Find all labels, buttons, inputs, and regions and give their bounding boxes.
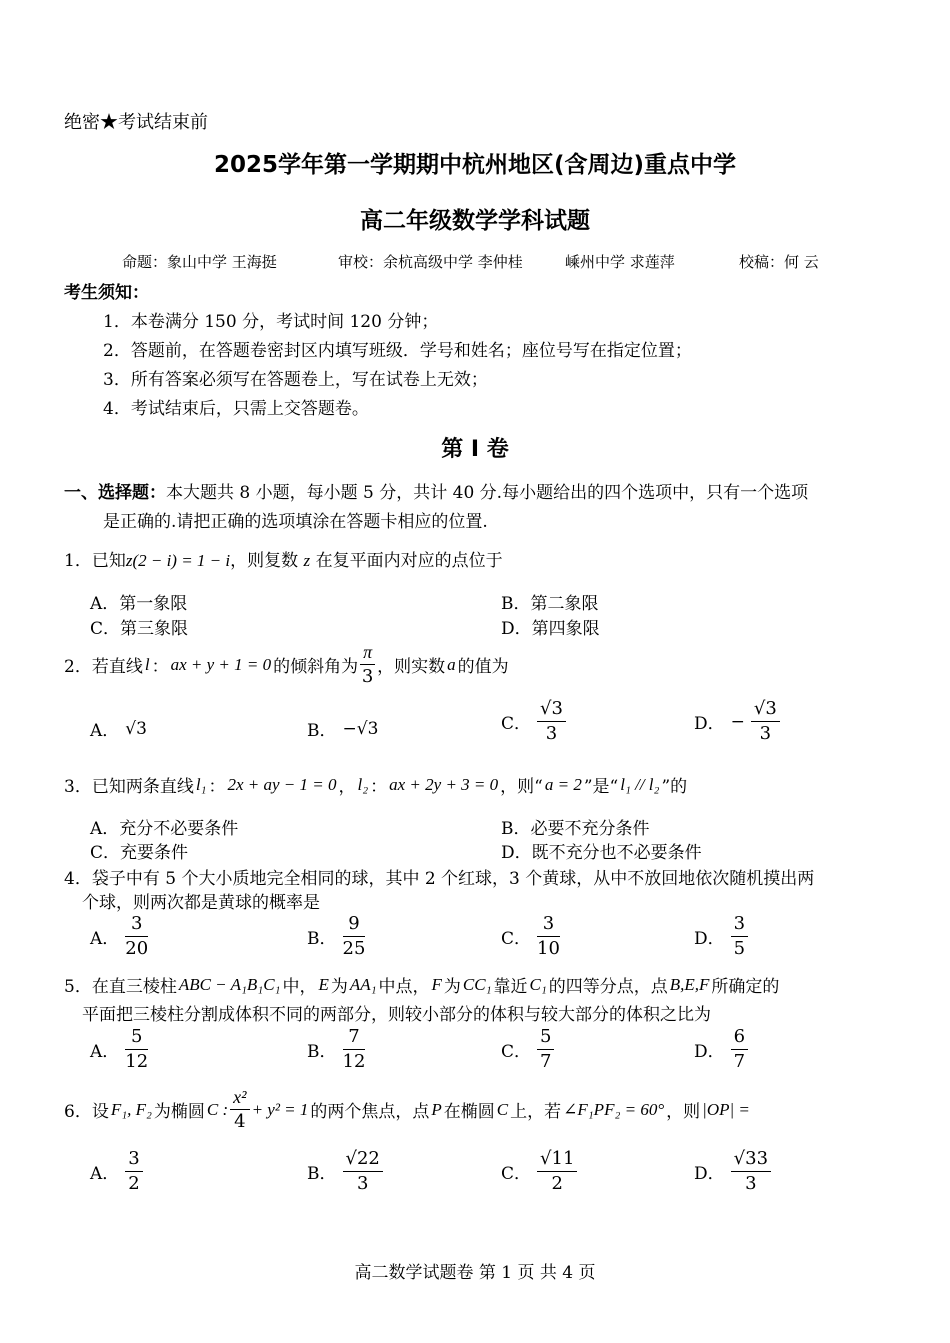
q6-option-a[interactable]: A． $\frac{3}{2}$ [90,1147,143,1196]
q5-option-b[interactable]: B． $\frac{7}{12}$ [307,1026,366,1072]
question-6-stem: 6．设 F₁, F₂ 为椭圆 C : $\frac{\text{x²}}{4}$ + y² = 1 的两个焦点，点 P 在椭圆 C 上，若 ∠F₁PF₂ = 60° ，则 |OP| = [64,1087,750,1132]
notice-heading: 考生须知： [64,283,149,303]
q1-var: z [303,551,311,570]
q6-ellipse-fraction: $\frac{\text{x²}}{4}$ [230,1085,249,1134]
q2-text2: ，则实数 [377,657,446,677]
q5-option-d[interactable]: D． $\frac{6}{7}$ [694,1025,748,1074]
q3-cond2: l₁ // l₂ [620,774,660,794]
q5-prism: ABC − A₁B₁C₁ [178,974,281,994]
q1-expr: z(2 − i) = 1 − i [125,551,231,570]
exam-title-line1: 2025学年第一学期期中杭州地区(含周边)重点中学 [213,152,737,178]
q3-l2: l₂ [357,774,369,794]
notice-item-1: 1．本卷满分 150 分，考试时间 120 分钟； [103,312,439,332]
q2-option-b-value: −√3 [342,718,379,739]
notice-item-4: 4．考试结束后，只需上交答题卷。 [103,399,369,419]
q4-option-c[interactable]: C． $\frac{3}{10}$ [501,913,560,959]
q2-option-a-value: √3 [125,718,147,739]
q3-l1: l₁ [195,774,207,794]
secret-label: 绝密★考试结束前 [64,112,208,133]
section1-intro [64,478,808,503]
q1-option-a[interactable]: A．第一象限 [90,594,188,614]
q3-option-b[interactable]: B．必要不充分条件 [501,819,650,839]
question-3-stem: 3．已知两条直线 l₁ ： 2x + ay − 1 = 0 ， l₂ ： ax + 2y + 3 = 0 ，则“ a = 2 ”是“ l₁ // l₂ ”的 [64,772,687,797]
q3-expr2: ax + 2y + 3 = 0 [389,774,499,794]
q2-text: 的倾斜角为 [273,657,359,677]
q3-num: 3．已知两条直线 [64,777,194,797]
credit-author: 命题：象山中学 王海挺 [122,253,277,271]
q6-option-c[interactable]: C． $\frac{√11}{2}$ [501,1147,577,1196]
q1-num: 1．已知 [64,551,126,571]
q2-var: l [144,654,150,674]
q4-option-a[interactable]: A． $\frac{3}{20}$ [90,913,149,959]
q5-option-a[interactable]: A． $\frac{5}{12}$ [90,1026,149,1072]
q6-op: |OP| = [702,1099,750,1119]
question-4-line1: 4．袋子中有 5 个大小质地完全相同的球，其中 2 个红球，3 个黄球，从中不放回地依次随机摸出两 [64,869,815,889]
q5-option-c[interactable]: C． $\frac{5}{7}$ [501,1025,554,1074]
q6-angle: ∠F₁PF₂ = 60° [563,1099,665,1119]
q3-cond1: a = 2 [544,774,582,794]
question-5-line1: 5．在直三棱柱 ABC − A₁B₁C₁ 中， E 为 AA₁ 中点， F 为 CC₁ 靠近 C₁ 的四等分点，点 B,E,F 所确定的 [64,974,780,997]
section1-label: 一、选择题： [64,483,166,503]
q2-colon: ： [151,657,169,677]
page-footer: 高二数学试题卷 第 1 页 共 4 页 [354,1263,596,1283]
q3-option-c[interactable]: C．充要条件 [90,843,189,863]
q2-option-b[interactable]: B． −√3 [307,718,379,741]
credit-reviewer2: 嵊州中学 求莲萍 [565,253,675,271]
q6-foci: F₁, F₂ [110,1099,152,1119]
q2-angle-fraction: $\frac{\pi}{3}$ [361,642,374,687]
q2-option-d[interactable]: D． − $\frac{√3}{3}$ [694,697,780,746]
q3-option-d[interactable]: D．既不充分也不必要条件 [501,843,702,863]
credit-reviewer1: 审校：余杭高级中学 李仲桂 [338,253,523,271]
question-1-stem [64,546,503,571]
q1-option-b[interactable]: B．第二象限 [501,594,599,614]
question-5-line2: 平面把三棱柱分割成体积不同的两部分，则较小部分的体积与较大部分的体积之比为 [82,1005,711,1025]
q1-option-d[interactable]: D．第四象限 [501,619,600,639]
question-2-stem [64,640,509,689]
notice-item-2: 2．答题前，在答题卷密封区内填写班级．学号和姓名；座位号写在指定位置； [103,341,692,361]
notice-item-3: 3．所有答案必须写在答题卷上，写在试卷上无效； [103,370,488,390]
q2-option-c[interactable]: C． $\frac{√3}{3}$ [501,697,566,746]
q6-option-d[interactable]: D． $\frac{√33}{3}$ [694,1147,771,1196]
q1-text: ，则复数 [230,551,299,571]
question-4-line2: 个球，则两次都是黄球的概率是 [82,893,320,913]
exam-title-line2: 高二年级数学学科试题 [360,208,590,234]
q3-expr1: 2x + ay − 1 = 0 [227,774,337,794]
q2-expr: ax + y + 1 = 0 [170,654,272,674]
q2-num: 2．若直线 [64,657,143,677]
q1-option-c[interactable]: C．第三象限 [90,619,189,639]
q1-text2: 在复平面内对应的点位于 [315,551,503,571]
q6-option-b[interactable]: B． $\frac{√22}{3}$ [307,1147,383,1196]
section1-desc2: 是正确的.请把正确的选项填涂在答题卡相应的位置. [103,512,488,532]
q2-var2: a [447,654,456,674]
q4-option-b[interactable]: B． $\frac{9}{25}$ [307,913,366,959]
q2-text3: 的值为 [457,657,509,677]
volume-title: 第 I 卷 [441,437,509,462]
q2-option-a[interactable]: A． √3 [90,718,147,741]
section1-desc1: 本大题共 8 小题，每小题 5 分，共计 40 分.每小题给出的四个选项中，只有一个选项 [166,483,809,503]
q4-option-d[interactable]: D． $\frac{3}{5}$ [694,912,748,961]
q3-option-a[interactable]: A．充分不必要条件 [90,819,239,839]
credit-proof: 校稿：何 云 [739,253,819,271]
